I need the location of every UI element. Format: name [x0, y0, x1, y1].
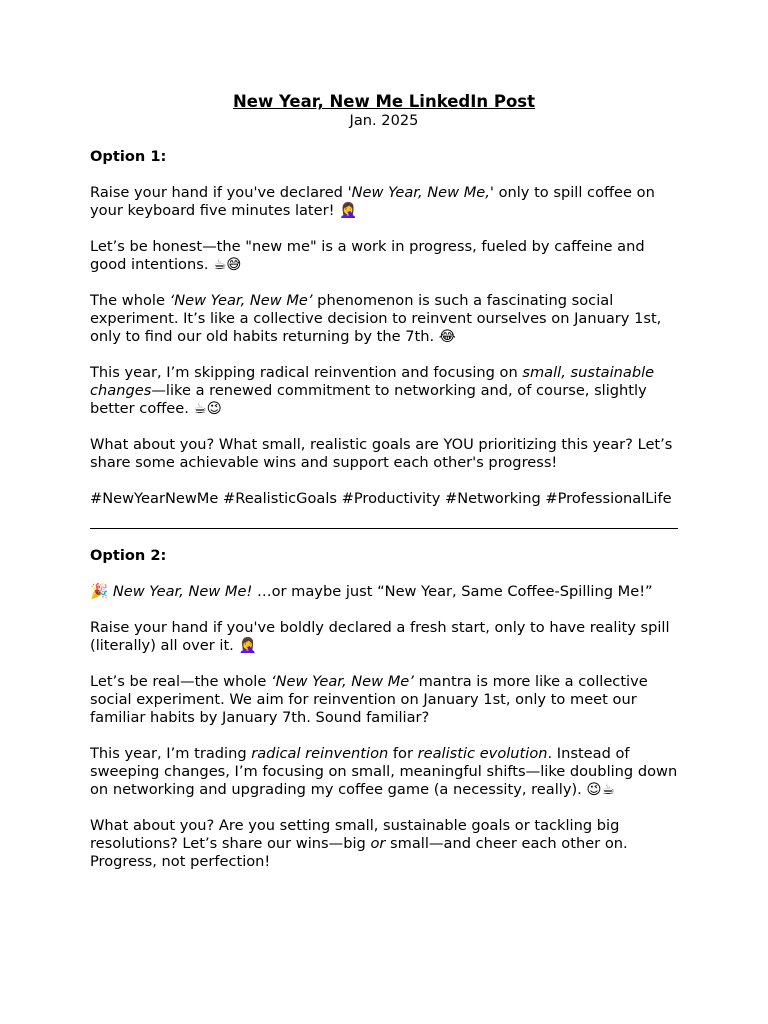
italic-phrase: radical reinvention — [251, 745, 389, 762]
option-2-paragraph-5 — [90, 817, 678, 871]
text-span: …or maybe just “New Year, Same Coffee-Spilling Me!” — [252, 583, 653, 600]
document-date: Jan. 2025 — [349, 112, 419, 129]
text-span: small—and cheer each other on. Progress, not perfection! — [90, 835, 628, 870]
text-span: phenomenon is such a fascinating social experiment. It’s like a collective decision to reinvent ourselves on January 1st, only to find our old habits returning by the 7th. 😂 — [90, 292, 662, 345]
option-1-paragraph-2: Let’s be honest—the "new me" is a work in progress, fueled by caffeine and good intentions. ☕😅 — [90, 238, 645, 273]
option-1-paragraph-3 — [90, 292, 678, 346]
text-span: This year, I’m skipping radical reinvention and focusing on — [90, 364, 523, 381]
text-span: for — [388, 745, 418, 762]
option-1-section — [90, 148, 678, 508]
option-1-hashtags: #NewYearNewMe #RealisticGoals #Productivity #Networking #ProfessionalLife — [90, 490, 672, 507]
text-span: mantra is more like a collective social experiment. We aim for reinvention on January 1st, only to meet our familiar habits by January 7th. Sound familiar? — [90, 673, 648, 726]
option-1-heading: Option 1: — [90, 148, 167, 165]
option-2-section — [90, 547, 678, 871]
option-2-paragraph-1 — [90, 583, 678, 601]
document-title: New Year, New Me LinkedIn Post — [232, 92, 536, 111]
italic-phrase: New Year, New Me! — [112, 583, 253, 600]
document-page — [90, 92, 678, 871]
option-2-paragraph-3 — [90, 673, 678, 727]
text-span: What about you? Are you setting small, sustainable goals or tackling big resolutions? Let’s share our wins—big — [90, 817, 620, 852]
option-1-paragraph-4 — [90, 364, 678, 418]
party-popper-icon: 🎉 — [90, 583, 113, 600]
italic-phrase: ‘New Year, New Me’ — [169, 292, 313, 309]
text-span: Raise your hand if you've declared ' — [90, 184, 352, 201]
option-1-paragraph-5: What about you? What small, realistic goals are YOU prioritizing this year? Let’s share some achievable wins and support each other's progress! — [90, 436, 673, 471]
text-span: ' only to spill coffee on your keyboard five minutes later! 🤦‍♀️ — [90, 184, 655, 219]
italic-phrase: ‘New Year, New Me’ — [270, 673, 414, 690]
text-span: This year, I’m trading — [90, 745, 252, 762]
text-span: Let’s be real—the whole — [90, 673, 271, 690]
italic-phrase: New Year, New Me, — [351, 184, 490, 201]
text-span: The whole — [90, 292, 170, 309]
italic-phrase: realistic evolution — [417, 745, 548, 762]
option-1-paragraph-1 — [90, 184, 678, 220]
text-span: —like a renewed commitment to networking and, of course, slightly better coffee. ☕😉 — [90, 382, 647, 417]
italic-word: or — [370, 835, 386, 852]
option-2-heading: Option 2: — [90, 547, 167, 564]
section-divider — [90, 528, 678, 529]
option-2-paragraph-4 — [90, 745, 678, 799]
italic-phrase: small, sustainable changes — [90, 364, 655, 399]
option-2-paragraph-2: Raise your hand if you've boldly declared a fresh start, only to have reality spill (literally) all over it. 🤦‍♀️ — [90, 619, 670, 654]
text-span: . Instead of sweeping changes, I’m focusing on small, meaningful shifts—like doubling down on networking and upgrading my coffee game (a necessity, really). 😉☕ — [90, 745, 678, 798]
